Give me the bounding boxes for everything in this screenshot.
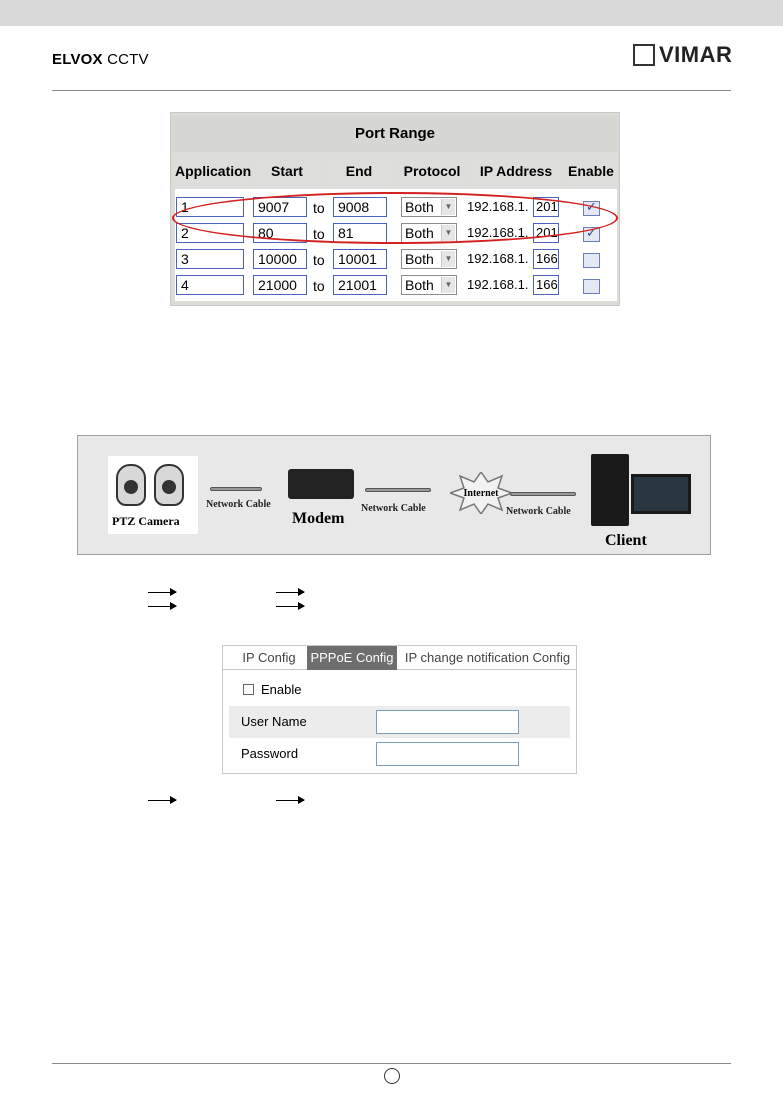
monitor-icon: [631, 474, 691, 514]
start-port-field[interactable]: 21000: [253, 275, 307, 295]
col-application: Application: [175, 153, 251, 189]
start-port-field[interactable]: 80: [253, 223, 307, 243]
ip-octet-field[interactable]: 166: [533, 249, 559, 269]
col-end: End: [323, 153, 395, 189]
end-port-field[interactable]: 81: [333, 223, 387, 243]
app-field[interactable]: 4: [176, 275, 244, 295]
computer-tower-icon: [591, 454, 629, 526]
cable-label: Network Cable: [206, 499, 271, 510]
password-row: [229, 738, 570, 770]
arrow-right-icon: [148, 592, 176, 593]
elvox-cctv-logo: ELVOX CCTV: [52, 51, 149, 68]
start-port-field[interactable]: 10000: [253, 249, 307, 269]
chevron-down-icon: ▼: [441, 199, 455, 215]
user-name-label: User Name: [241, 714, 307, 729]
protocol-select[interactable]: Both ▼: [401, 223, 457, 243]
to-label: to: [313, 226, 325, 242]
modem-icon: [288, 469, 354, 499]
app-field[interactable]: 2: [176, 223, 244, 243]
user-name-row: [229, 706, 570, 738]
end-port-field[interactable]: 21001: [333, 275, 387, 295]
footer-divider: [52, 1063, 731, 1064]
tab-ip-config[interactable]: IP Config: [242, 650, 296, 665]
tab-pppoe-config[interactable]: PPPoE Config: [307, 646, 397, 670]
cable-icon: [510, 492, 576, 496]
enable-label: Enable: [261, 682, 302, 697]
network-diagram: [77, 435, 711, 555]
end-port-field[interactable]: 9008: [333, 197, 387, 217]
client-label: Client: [605, 532, 647, 549]
top-band: [0, 0, 783, 26]
to-label: to: [313, 278, 325, 294]
tab-ip-change-notification[interactable]: IP change notification Config: [404, 650, 571, 665]
chevron-down-icon: ▼: [441, 251, 455, 267]
cable-label: Network Cable: [506, 506, 571, 517]
col-ip-address: IP Address: [469, 153, 563, 189]
protocol-select[interactable]: Both ▼: [401, 197, 457, 217]
app-field[interactable]: 1: [176, 197, 244, 217]
protocol-select[interactable]: Both ▼: [401, 249, 457, 269]
arrow-right-icon: [276, 800, 304, 801]
ip-octet-field[interactable]: 201: [533, 223, 559, 243]
user-name-input[interactable]: [376, 710, 519, 734]
pppoe-panel: [222, 645, 577, 774]
cable-icon: [210, 487, 262, 491]
camera-icon: [116, 464, 146, 506]
app-field[interactable]: 3: [176, 249, 244, 269]
vimar-logo: VIMAR: [633, 42, 732, 68]
password-label: Password: [241, 746, 299, 761]
config-tabs: [223, 646, 576, 670]
arrow-right-icon: [148, 606, 176, 607]
ip-octet-field[interactable]: 201: [533, 197, 559, 217]
ip-octet-field[interactable]: 166: [533, 275, 559, 295]
modem-label: Modem: [292, 510, 345, 527]
chevron-down-icon: ▼: [441, 225, 455, 241]
col-enable: Enable: [565, 153, 617, 189]
port-range-title: Port Range: [172, 116, 618, 152]
arrow-right-icon: [276, 606, 304, 607]
to-label: to: [313, 200, 325, 216]
ip-prefix: 192.168.1.: [467, 277, 529, 292]
start-port-field[interactable]: 9007: [253, 197, 307, 217]
col-start: Start: [253, 153, 321, 189]
cable-icon: [365, 488, 431, 492]
ip-prefix: 192.168.1.: [467, 199, 529, 214]
page-number-circle: [384, 1068, 400, 1084]
header-divider: [52, 90, 731, 91]
enable-checkbox[interactable]: [583, 253, 600, 268]
highlight-ellipse: [172, 192, 618, 244]
protocol-select[interactable]: Both ▼: [401, 275, 457, 295]
arrow-right-icon: [148, 800, 176, 801]
arrow-right-icon: [276, 592, 304, 593]
enable-checkbox[interactable]: [583, 279, 600, 294]
end-port-field[interactable]: 10001: [333, 249, 387, 269]
col-protocol: Protocol: [397, 153, 467, 189]
ip-prefix: 192.168.1.: [467, 251, 529, 266]
vimar-mark-icon: [633, 44, 655, 66]
to-label: to: [313, 252, 325, 268]
chevron-down-icon: ▼: [441, 277, 455, 293]
camera-icon: [154, 464, 184, 506]
ip-prefix: 192.168.1.: [467, 225, 529, 240]
internet-label: Internet: [463, 488, 499, 499]
password-input[interactable]: [376, 742, 519, 766]
ptz-camera-image: PTZ Camera: [108, 456, 198, 534]
enable-checkbox[interactable]: [243, 684, 254, 695]
cable-label: Network Cable: [361, 503, 426, 514]
